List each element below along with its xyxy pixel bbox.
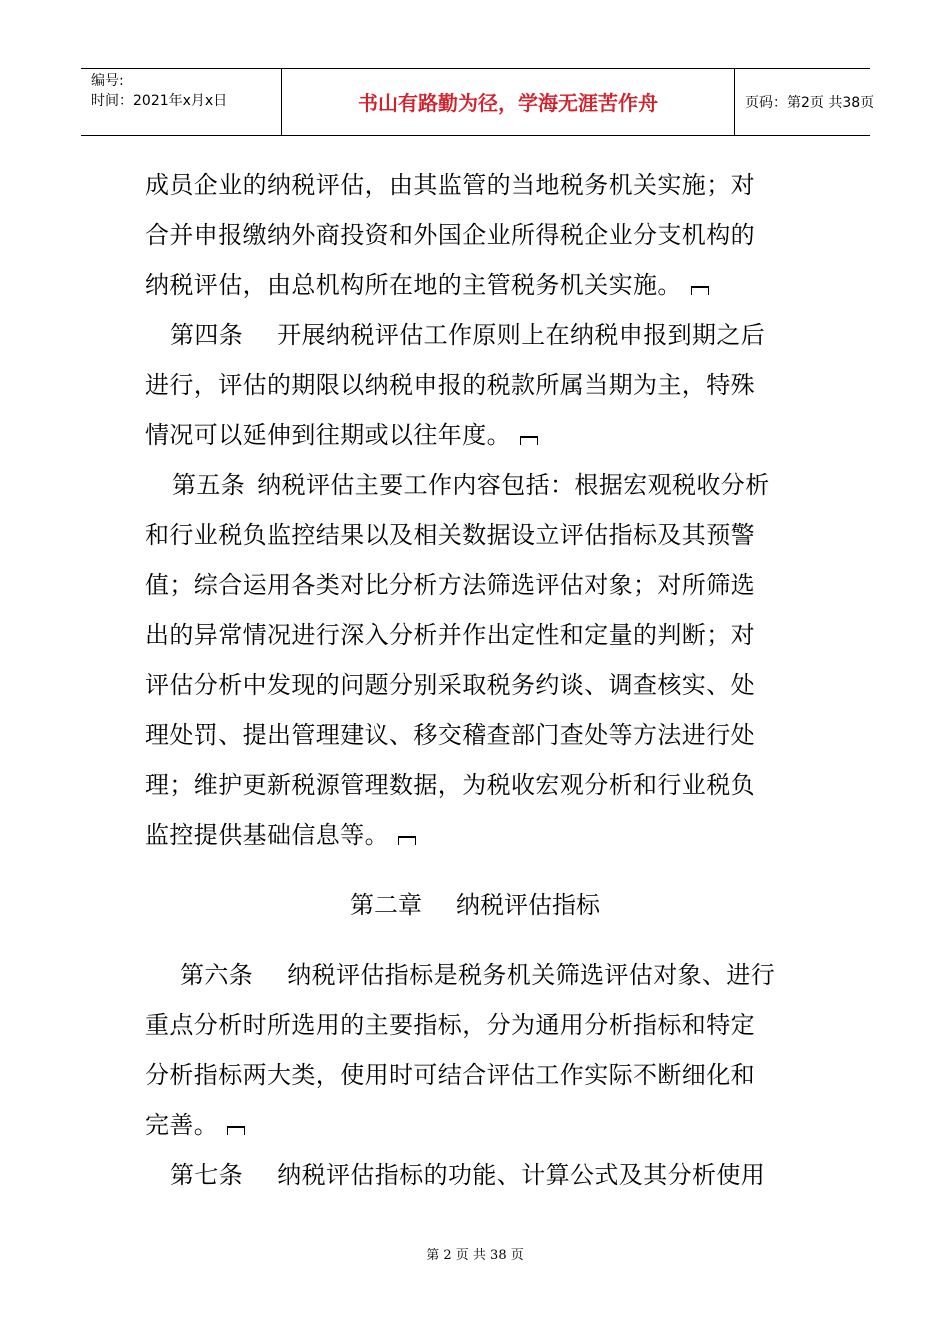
body-line: 成员企业的纳税评估，由其监管的当地税务机关实施；对	[145, 171, 755, 199]
document-time-label: 时间：2021年x月x日	[91, 93, 228, 109]
body-line: 理；维护更新税源管理数据，为税收宏观分析和行业税负	[145, 771, 755, 799]
body-line-text: 监控提供基础信息等。	[145, 821, 389, 849]
header-meta-cell	[81, 69, 282, 135]
article-title: 第七条	[170, 1161, 244, 1189]
article-title: 第五条	[172, 471, 246, 499]
paragraph-mark-icon	[520, 436, 538, 445]
body-line: 评估分析中发现的问题分别采取税务约谈、调查核实、处	[145, 671, 755, 699]
body-line	[145, 270, 709, 300]
header-page-info: 页码：第2页 共38页	[745, 95, 875, 111]
header-motto-cell	[282, 69, 735, 135]
body-line: 重点分析时所选用的主要指标，分为通用分析指标和特定	[145, 1011, 755, 1039]
article-text: 纳税评估主要工作内容包括：根据宏观税收分析	[257, 471, 770, 499]
chapter-title: 纳税评估指标	[456, 891, 600, 919]
article-text: 纳税评估指标是税务机关筛选评估对象、进行	[287, 961, 776, 989]
article-5-heading	[172, 470, 770, 500]
article-text: 开展纳税评估工作原则上在纳税申报到期之后	[277, 321, 766, 349]
body-line	[145, 1110, 245, 1140]
body-line: 和行业税负监控结果以及相关数据设立评估指标及其预警	[145, 521, 755, 549]
body-line: 分析指标两大类，使用时可结合评估工作实际不断细化和	[145, 1061, 755, 1089]
header-motto: 书山有路勤为径，学海无涯苦作舟	[358, 91, 658, 115]
body-line: 值；综合运用各类对比分析方法筛选评估对象；对所筛选	[145, 571, 755, 599]
page-footer: 第 2 页 共 38 页	[426, 1248, 524, 1263]
article-text: 纳税评估指标的功能、计算公式及其分析使用	[277, 1161, 766, 1189]
article-title: 第六条	[180, 961, 254, 989]
document-header	[81, 68, 875, 136]
article-4-heading	[170, 320, 765, 350]
body-line-text: 完善。	[145, 1111, 219, 1139]
article-6-heading	[180, 960, 775, 990]
chapter-heading	[0, 890, 950, 920]
article-7-heading	[170, 1160, 765, 1190]
body-line	[145, 420, 538, 450]
body-line: 出的异常情况进行深入分析并作出定性和定量的判断；对	[145, 621, 755, 649]
body-line: 合并申报缴纳外商投资和外国企业所得税企业分支机构的	[145, 221, 755, 249]
chapter-number: 第二章	[350, 891, 422, 919]
body-line: 理处罚、提出管理建议、移交稽查部门查处等方法进行处	[145, 721, 755, 749]
body-line: 进行，评估的期限以纳税申报的税款所属当期为主，特殊	[145, 371, 755, 399]
document-code-label: 编号:	[91, 73, 124, 89]
body-line	[145, 820, 416, 850]
paragraph-mark-icon	[398, 836, 416, 845]
article-title: 第四条	[170, 321, 244, 349]
header-page-cell	[735, 69, 875, 135]
paragraph-mark-icon	[227, 1126, 245, 1135]
body-line-text: 情况可以延伸到往期或以往年度。	[145, 421, 511, 449]
paragraph-mark-icon	[691, 286, 709, 295]
body-line-text: 纳税评估，由总机构所在地的主管税务机关实施。	[145, 271, 682, 299]
